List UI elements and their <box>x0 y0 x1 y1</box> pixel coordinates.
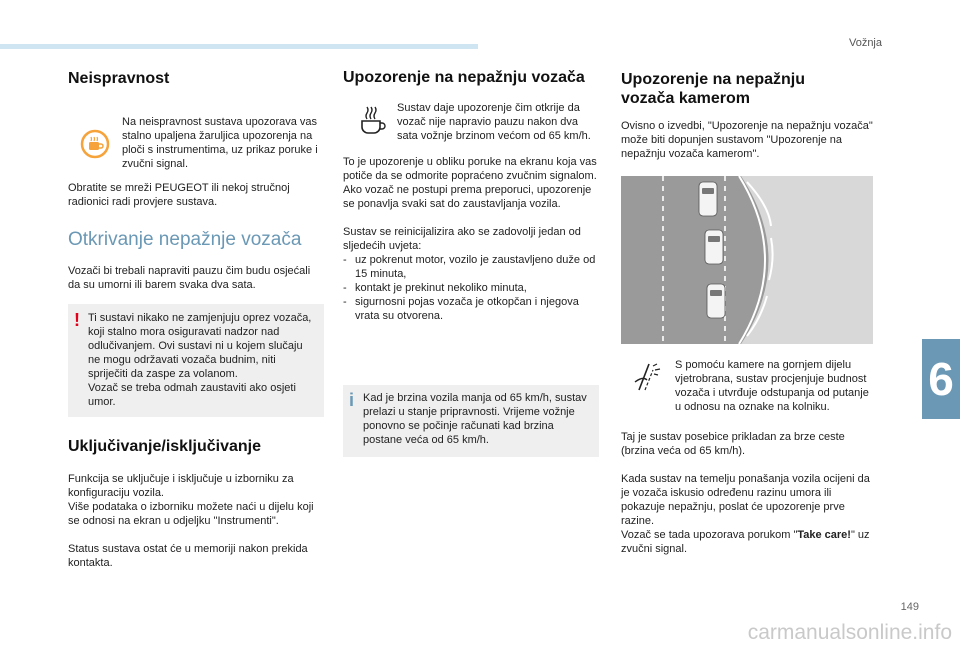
warning-text: Vozač se treba odmah zaustaviti ako osjeti umor. <box>88 382 296 408</box>
top-accent-bar <box>0 44 478 49</box>
road-illustration <box>621 176 873 344</box>
malfunction-contact: Obratite se mreži PEUGEOT ili nekoj stručnoj radionici radi provjere sustava. <box>68 182 290 208</box>
lane-camera-icon <box>621 358 675 392</box>
list-item-text: uz pokrenut motor, vozilo je zaustavljeno duže od 15 minuta, <box>355 254 596 280</box>
camera-alert-title: Upozorenje na nepažnju vozača kamerom <box>621 71 806 107</box>
warning-box <box>68 304 324 417</box>
coffee-cup-icon <box>343 101 397 137</box>
malfunction-title: Neispravnost <box>68 70 170 87</box>
alert-text-before: Vozač se tada upozorava porukom " <box>621 529 798 541</box>
break-alert-block <box>343 101 599 143</box>
chapter-tab: 6 <box>922 339 960 419</box>
alert-text-after: " uz zvučni signal. <box>621 529 870 555</box>
toggle-memory: Status sustava ostat će u memoriji nakon prekida kontakta. <box>68 543 308 569</box>
break-alert-text: Ako vozač ne postupi prema preporuci, upozorenje se ponavlja svaki sat do zaustavljanja vozila. <box>343 184 592 210</box>
list-dash: - <box>343 254 347 266</box>
info-box <box>343 385 599 457</box>
column-left <box>68 64 324 570</box>
camera-alert-text <box>621 528 877 556</box>
malfunction-icon-text: Na neispravnost sustava upozorava vas stalno upaljena žaruljica upozorenja na ploči s instrumentima, uz prikaz poruke i zvučni signal. <box>122 116 318 170</box>
list-dash: - <box>343 296 347 308</box>
camera-alert-text: Kada sustav na temelju ponašanja vozila ocijeni da je vozača iskusio određenu razinu umora ili pokazuje nepažnju, poslat će upozorenje prve razine. <box>621 473 870 527</box>
detection-text: Vozači bi trebali napraviti pauzu čim budu osjećali da su umorni ili barem svaka dva sata. <box>68 265 311 291</box>
list-item <box>343 253 599 281</box>
malfunction-block <box>68 115 324 171</box>
camera-suited: Taj je sustav posebice prikladan za brze ceste (brzina veća od 65 km/h). <box>621 431 845 457</box>
break-alert-text: To je upozorenje u obliku poruke na ekranu koja vas potiče da se odmorite popraćeno zvučnim signalom. <box>343 156 597 182</box>
watermark: carmanualsonline.info <box>747 621 952 644</box>
column-right <box>621 64 877 556</box>
camera-icon-text: S pomoću kamere na gornjem dijelu vjetrobrana, sustav procjenjuje budnost vozača i utvrđuje odstupanja od putanje u odnosu na oznake na kolniku. <box>675 359 869 413</box>
break-alert-icon-text: Sustav daje upozorenje čim otkrije da vozač nije napravio pauzu nakon dva sata vožnje brzinom većom od 65 km/h. <box>397 102 591 142</box>
coffee-warning-icon <box>68 115 122 159</box>
break-alert-title: Upozorenje na nepažnju vozača <box>343 69 585 86</box>
toggle-text: Funkcija se uključuje i isključuje u izborniku za konfiguraciju vozila. <box>68 473 294 499</box>
list-item <box>343 295 599 323</box>
list-item-text: kontakt je prekinut nekoliko minuta, <box>355 282 527 294</box>
list-dash: - <box>343 282 347 294</box>
camera-block <box>621 358 877 414</box>
info-text: Kad je brzina vozila manja od 65 km/h, sustav prelazi u stanje pripravnosti. Vrijeme vožnje ponovno se počinje računati kad brzina postane veća od 65 km/h. <box>363 392 587 446</box>
warning-text: Ti sustavi nikako ne zamjenjuju oprez vozača, koji stalno mora osiguravati nadzor nad odlučivanjem. Ovi sustavi ni u kojem slučaju ne mogu održavati vozača budnim, niti spriječiti da zaspe za volanom. <box>88 312 312 380</box>
toggle-text: Više podataka o izborniku možete naći u dijelu koji se odnosi na ekran u odjeljku "Instrumenti". <box>68 501 314 527</box>
camera-intro: Ovisno o izvedbi, "Upozorenje na nepažnju vozača" može biti dopunjen sustavom "Upozorenje na nepažnju vozača kamerom". <box>621 120 873 160</box>
toggle-title: Uključivanje/isključivanje <box>68 438 261 455</box>
take-care-message: Take care! <box>797 529 851 541</box>
warning-exclamation-icon: ! <box>74 310 80 330</box>
list-item <box>343 281 599 295</box>
info-icon: i <box>349 390 355 410</box>
list-item-text: sigurnosni pojas vozača je otkopčan i njegova vrata su otvorena. <box>355 296 579 322</box>
detection-title: Otkrivanje nepažnje vozača <box>68 229 302 250</box>
reset-intro: Sustav se reinicijalizira ako se zadovolji jedan od sljedećih uvjeta: <box>343 226 581 252</box>
column-middle <box>343 64 599 457</box>
page-number: 149 <box>900 601 919 613</box>
section-title: Vožnja <box>848 37 882 49</box>
